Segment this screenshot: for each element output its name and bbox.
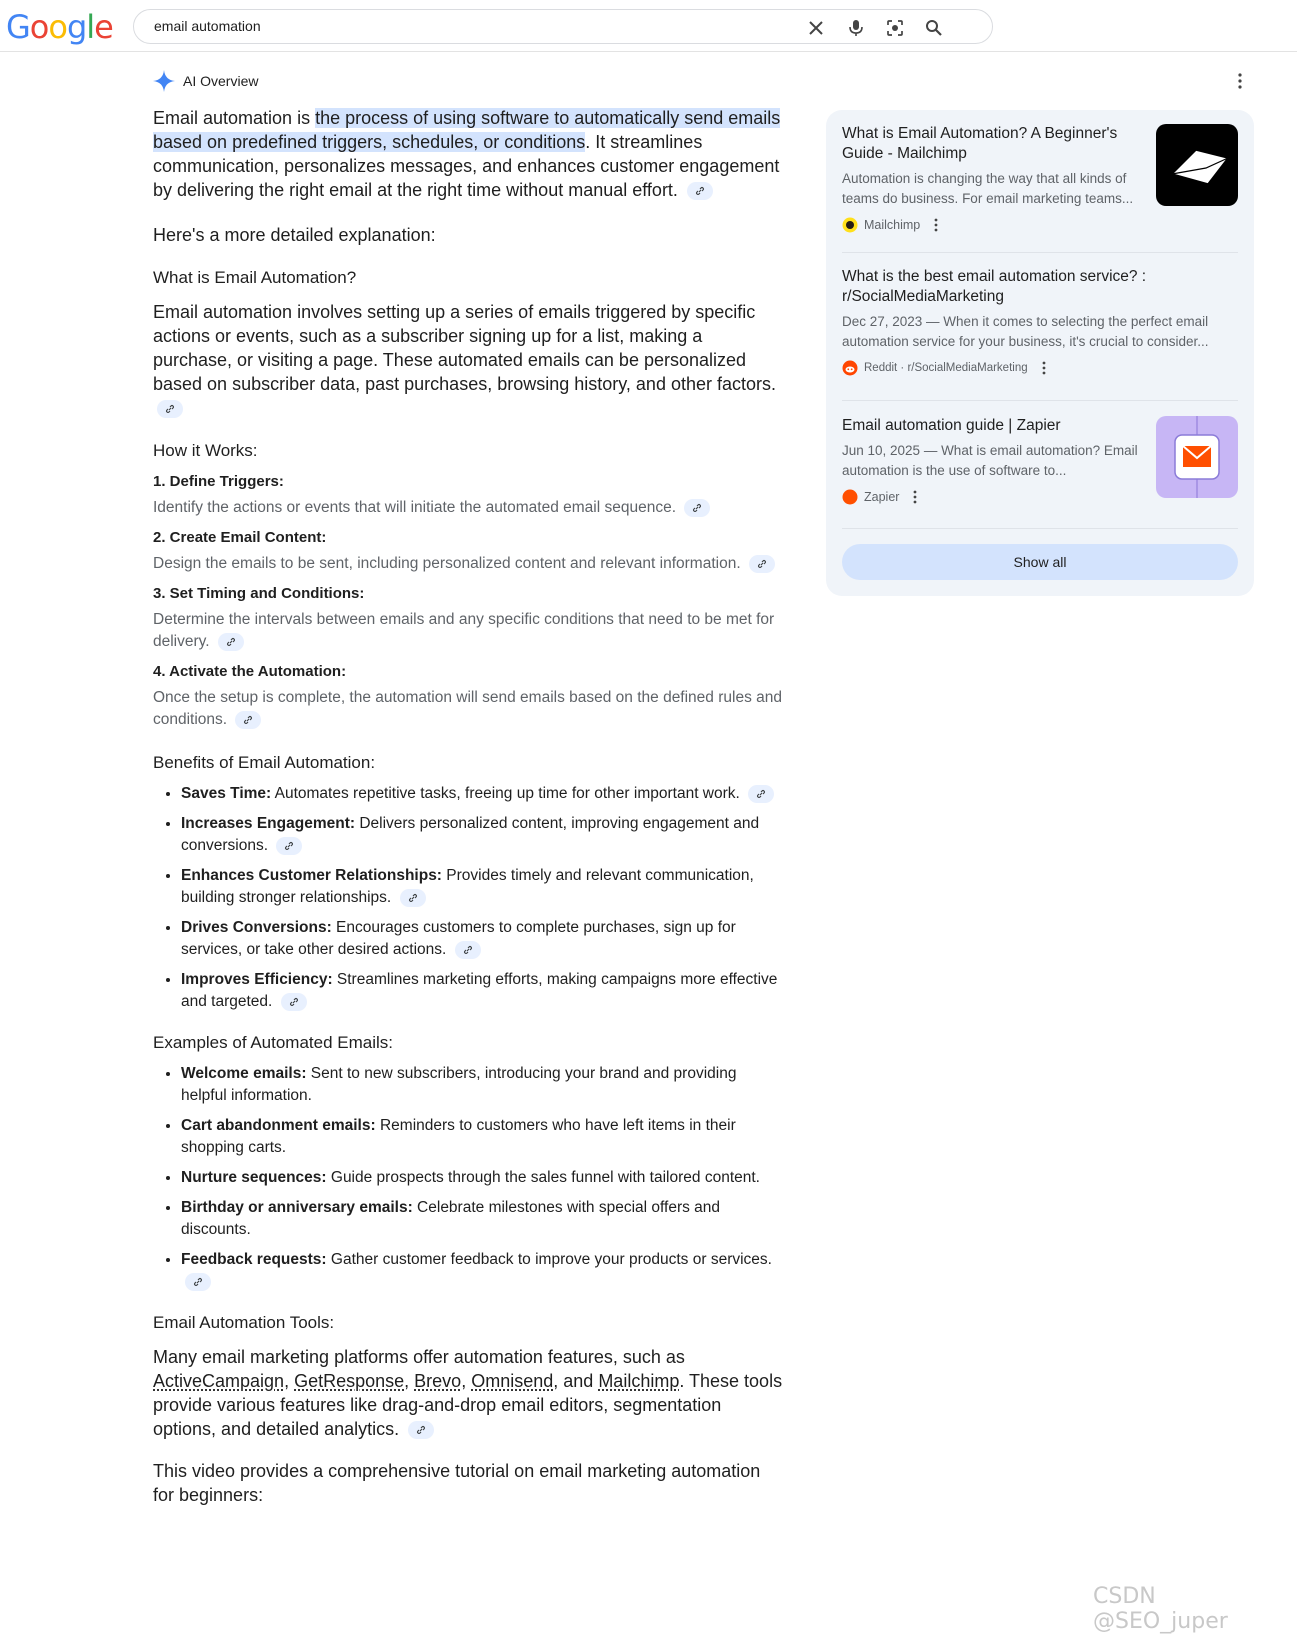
- step-desc-text: Determine the intervals between emails and any specific conditions that need to be met for delivery.: [153, 611, 775, 650]
- list-item: [181, 1197, 785, 1241]
- divider: [842, 400, 1238, 401]
- source-card[interactable]: [842, 124, 1238, 238]
- source-meta: [842, 360, 1238, 376]
- citation-link-icon[interactable]: [455, 941, 481, 959]
- header: [0, 0, 1297, 52]
- example-term: Cart abandonment emails:: [181, 1117, 376, 1134]
- intro-highlight: the process of using software to automatically send emails based on predefined triggers, schedules, or conditions: [153, 108, 781, 152]
- benefits-heading: Benefits of Email Automation:: [153, 753, 376, 772]
- example-text: Celebrate milestones with special offers and discounts.: [181, 1199, 721, 1238]
- list-item: [181, 1063, 785, 1107]
- tools-heading: Email Automation Tools:: [153, 1313, 335, 1332]
- tools-rest: . These tools provide various features like drag-and-drop email editors, segmentation options, and detailed analytics.: [153, 1371, 783, 1439]
- tool-link-mailchimp[interactable]: Mailchimp: [598, 1371, 680, 1391]
- tool-link-getresponse[interactable]: GetResponse: [294, 1371, 405, 1391]
- list-item: [181, 969, 785, 1013]
- list-item: [181, 783, 785, 805]
- source-title[interactable]: Email automation guide | Zapier: [842, 417, 1061, 434]
- more-options-icon[interactable]: [911, 489, 919, 505]
- how-heading: How it Works:: [153, 441, 258, 460]
- citation-link-icon[interactable]: [218, 633, 244, 651]
- what-heading: What is Email Automation?: [153, 268, 357, 287]
- source-snippet: Jun 10, 2025 — What is email automation? Email automation is the use of software to...: [842, 443, 1138, 478]
- list-item: [181, 1249, 785, 1293]
- more-options-icon[interactable]: [1040, 360, 1048, 376]
- tool-link-omnisend[interactable]: Omnisend: [471, 1371, 554, 1391]
- ai-overview-label: AI Overview: [183, 73, 259, 89]
- tools-separator: , and: [553, 1371, 599, 1391]
- mailchimp-thumbnail[interactable]: [1156, 124, 1238, 206]
- step-desc: [153, 609, 785, 653]
- citation-link-icon[interactable]: [408, 1421, 434, 1439]
- tools-separator: ,: [404, 1371, 415, 1391]
- search-icon[interactable]: [924, 18, 944, 38]
- benefit-text: Automates repetitive tasks, freeing up time for other important work.: [271, 785, 740, 802]
- benefit-term: Improves Efficiency:: [181, 971, 333, 988]
- citation-link-icon[interactable]: [749, 555, 775, 573]
- step-title: 1. Define Triggers:: [153, 473, 284, 490]
- source-snippet: Dec 27, 2023 — When it comes to selecting the perfect email automation service for your business, it's crucial to consider...: [842, 314, 1209, 349]
- example-text: Guide prospects through the sales funnel with tailored content.: [326, 1169, 760, 1186]
- lens-icon[interactable]: [885, 18, 905, 38]
- step-title: 4. Activate the Automation:: [153, 663, 347, 680]
- tools-paragraph: [153, 1345, 785, 1441]
- citation-link-icon[interactable]: [687, 182, 713, 200]
- example-term: Nurture sequences:: [181, 1169, 327, 1186]
- what-body-text: Email automation involves setting up a series of emails triggered by specific actions or events, such as a subscriber signing up for a list, making a purchase, or visiting a page. These automated emails can be personalized based on subscriber data, past purchases, browsing history, and other factors.: [153, 302, 777, 394]
- benefit-text: Provides timely and relevant communication, building stronger relationships.: [181, 867, 754, 906]
- ai-overview-header: [153, 69, 258, 93]
- gemini-sparkle-icon: [153, 70, 175, 92]
- source-card[interactable]: [842, 416, 1238, 516]
- zapier-icon: [842, 489, 858, 505]
- reddit-icon: [842, 360, 858, 376]
- tool-link-activecampaign[interactable]: ActiveCampaign: [153, 1371, 285, 1391]
- list-item: [181, 1115, 785, 1159]
- source-meta: [842, 217, 1238, 233]
- list-item: [181, 865, 785, 909]
- intro-lead: Email automation is: [153, 108, 316, 128]
- more-options-icon[interactable]: [932, 217, 940, 233]
- show-all-button[interactable]: Show all: [842, 544, 1238, 580]
- benefit-term: Drives Conversions:: [181, 919, 332, 936]
- mailchimp-icon: [842, 217, 858, 233]
- source-snippet: Automation is changing the way that all kinds of teams do business. For email marketing teams...: [842, 171, 1134, 206]
- example-text: Sent to new subscribers, introducing your brand and providing helpful information.: [181, 1065, 737, 1104]
- citation-link-icon[interactable]: [235, 711, 261, 729]
- citation-link-icon[interactable]: [400, 889, 426, 907]
- example-term: Feedback requests:: [181, 1251, 327, 1268]
- divider: [842, 252, 1238, 253]
- benefit-term: Increases Engagement:: [181, 815, 356, 832]
- source-name: Mailchimp: [864, 218, 921, 232]
- step-desc: [153, 553, 785, 575]
- tools-separator: ,: [284, 1371, 295, 1391]
- citation-link-icon[interactable]: [276, 837, 302, 855]
- list-item: [181, 1167, 785, 1189]
- google-logo[interactable]: Google: [6, 8, 113, 46]
- source-name: Reddit · r/SocialMediaMarketing: [864, 362, 1028, 374]
- examples-list: [153, 1063, 785, 1293]
- list-item: [181, 917, 785, 961]
- zapier-thumbnail[interactable]: [1156, 416, 1238, 498]
- source-card[interactable]: [842, 267, 1238, 377]
- citation-link-icon[interactable]: [281, 993, 307, 1011]
- more-options-icon[interactable]: [1236, 72, 1244, 90]
- benefit-term: Saves Time:: [181, 785, 272, 802]
- source-title[interactable]: What is Email Automation? A Beginner's Guide - Mailchimp: [842, 125, 1118, 162]
- what-body: [153, 300, 785, 420]
- step-desc-text: Design the emails to be sent, including personalized content and relevant information.: [153, 555, 741, 572]
- microphone-icon[interactable]: [846, 18, 866, 38]
- benefit-text: Streamlines marketing efforts, making campaigns more effective and targeted.: [181, 971, 778, 1010]
- citation-link-icon[interactable]: [684, 499, 710, 517]
- list-item: [181, 813, 785, 857]
- benefit-text: Encourages customers to complete purchases, sign up for services, or take other desired actions.: [181, 919, 736, 958]
- step-desc-text: Identify the actions or events that will initiate the automated email sequence.: [153, 499, 676, 516]
- citation-link-icon[interactable]: [157, 400, 183, 418]
- mail-icon: [1156, 416, 1238, 498]
- step-desc-text: Once the setup is complete, the automation will send emails based on the defined rules and conditions.: [153, 689, 782, 728]
- intro-rest: . It streamlines communication, personalizes messages, and enhances customer engagement by delivering the right email at the right time without manual effort.: [153, 132, 780, 200]
- example-text: Reminders to customers who have left items in their shopping carts.: [181, 1117, 736, 1156]
- sources-panel: [826, 110, 1254, 596]
- tools-lead: Many email marketing platforms offer automation features, such as: [153, 1347, 685, 1367]
- source-name: Zapier: [864, 490, 900, 504]
- tools-separator: ,: [461, 1371, 472, 1391]
- step-title: 2. Create Email Content:: [153, 529, 327, 546]
- citation-link-icon[interactable]: [748, 785, 774, 803]
- watermark: CSDN @SEO_juper: [1093, 1584, 1228, 1634]
- ai-overview-content: [153, 106, 785, 1507]
- example-text: Gather customer feedback to improve your products or services.: [326, 1251, 772, 1268]
- benefit-text: Delivers personalized content, improving engagement and conversions.: [181, 815, 760, 854]
- step-desc: [153, 687, 785, 731]
- step-desc: [153, 497, 785, 519]
- search-input[interactable]: email automation: [154, 18, 261, 34]
- example-term: Birthday or anniversary emails:: [181, 1199, 413, 1216]
- intro-paragraph: [153, 106, 785, 202]
- more-detail-text: Here's a more detailed explanation:: [153, 225, 436, 245]
- examples-heading: Examples of Automated Emails:: [153, 1033, 394, 1052]
- envelope-icon: [1156, 124, 1238, 206]
- search-bar[interactable]: [133, 9, 993, 44]
- divider: [842, 528, 1238, 529]
- source-title[interactable]: What is the best email automation service? : r/SocialMediaMarketing: [842, 268, 1147, 305]
- example-term: Welcome emails:: [181, 1065, 307, 1082]
- tool-link-brevo[interactable]: Brevo: [414, 1371, 462, 1391]
- citation-link-icon[interactable]: [185, 1273, 211, 1291]
- video-intro: This video provides a comprehensive tutorial on email marketing automation for beginners:: [153, 1461, 761, 1505]
- clear-icon[interactable]: [806, 18, 826, 38]
- step-title: 3. Set Timing and Conditions:: [153, 585, 365, 602]
- steps-list: [153, 471, 785, 731]
- benefits-list: [153, 783, 785, 1013]
- benefit-term: Enhances Customer Relationships:: [181, 867, 442, 884]
